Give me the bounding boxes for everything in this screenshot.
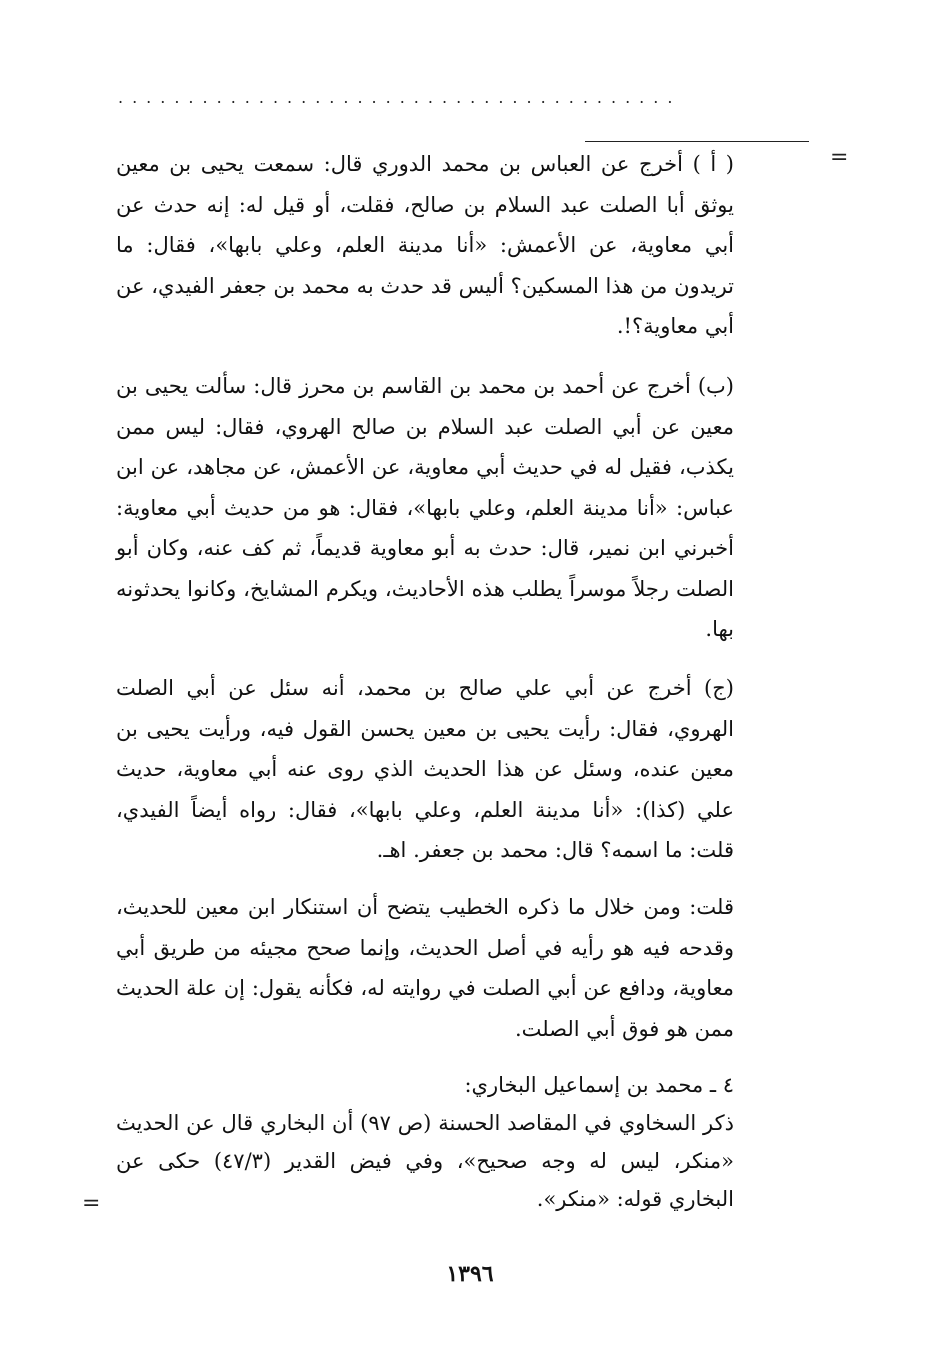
paragraph-b-text: (ب) أخرج عن أحمد بن محمد بن القاسم بن محرز قال: سألت يحيى بن معين عن أبي الصلت عبد السلام بن صالح الهروي، فقال: ليس ممن يكذب، فقيل له في حديث أبي معاوية، عن الأعمش، عن مجاهد، عن ابن عباس: «أنا مدينة العلم، وعلي بابها»، فقال: هو من حديث أبي معاوية: أخبرني ابن نمير، قال: حدث به أبو معاوية قديماً، ثم كف عنه، وكان أبو الصلت رجلاً موسراً يطلب هذه الأحاديث، ويكرم المشايخ، وكانوا يحدثونه بها. [116,374,734,641]
paragraph-a [116,144,734,347]
section-heading-text: ٤ ـ محمد بن إسماعيل البخاري: [464,1073,734,1097]
section-heading [116,1068,734,1102]
paragraph-b [116,366,734,650]
dotted-separator: ........................................ [118,88,682,107]
paragraph-e [116,1104,734,1218]
paragraph-c [116,668,734,871]
paragraph-d [116,887,734,1049]
page-number: ١٣٩٦ [446,1261,494,1287]
paragraph-a-text: ( أ ) أخرج عن العباس بن محمد الدوري قال: سمعت يحيى بن معين يوثق أبا الصلت عبد السلام بن صالح، فقلت، أو قيل له: إنه حدث عن أبي معاوية، عن الأعمش: «أنا مدينة العلم، وعلي بابها»، فقال: ما تريدون من هذا المسكين؟ أليس قد حدث به محمد بن جعفر الفيدي، عن أبي معاوية؟!. [116,152,734,338]
paragraph-c-text: (ج) أخرج عن أبي علي صالح بن محمد، أنه سئل عن أبي الصلت الهروي، فقال: رأيت يحيى بن معين يحسن القول فيه، ورأيت يحيى بن معين عنده، وسئل عن هذا الحديث الذي روى عنه أبي معاوية، حديث علي (كذا): «أنا مدينة العلم، وعلي بابها»، فقال: رواه أيضاً الفيدي، قلت: ما اسمه؟ قال: محمد بن جعفر. اهـ. [116,676,734,862]
paragraph-d-text: قلت: ومن خلال ما ذكره الخطيب يتضح أن استنكار ابن معين للحديث، وقدحه فيه هو رأيه في أصل الحديث، وإنما صحح مجيئه من طريق أبي معاوية، ودافع عن أبي الصلت في روايته له، فكأنه يقول: إن علة الحديث ممن هو فوق أبي الصلت. [116,895,734,1041]
continuation-mark-top: = [830,145,849,170]
footnote-rule [585,141,809,142]
continuation-mark-bottom: = [82,1191,101,1216]
paragraph-e-text: ذكر السخاوي في المقاصد الحسنة (ص ٩٧) أن البخاري قال عن الحديث «منكر، ليس له وجه صحيح»، وفي فيض القدير (٤٧/٣) حكى عن البخاري قوله: «منكر». [116,1111,734,1211]
